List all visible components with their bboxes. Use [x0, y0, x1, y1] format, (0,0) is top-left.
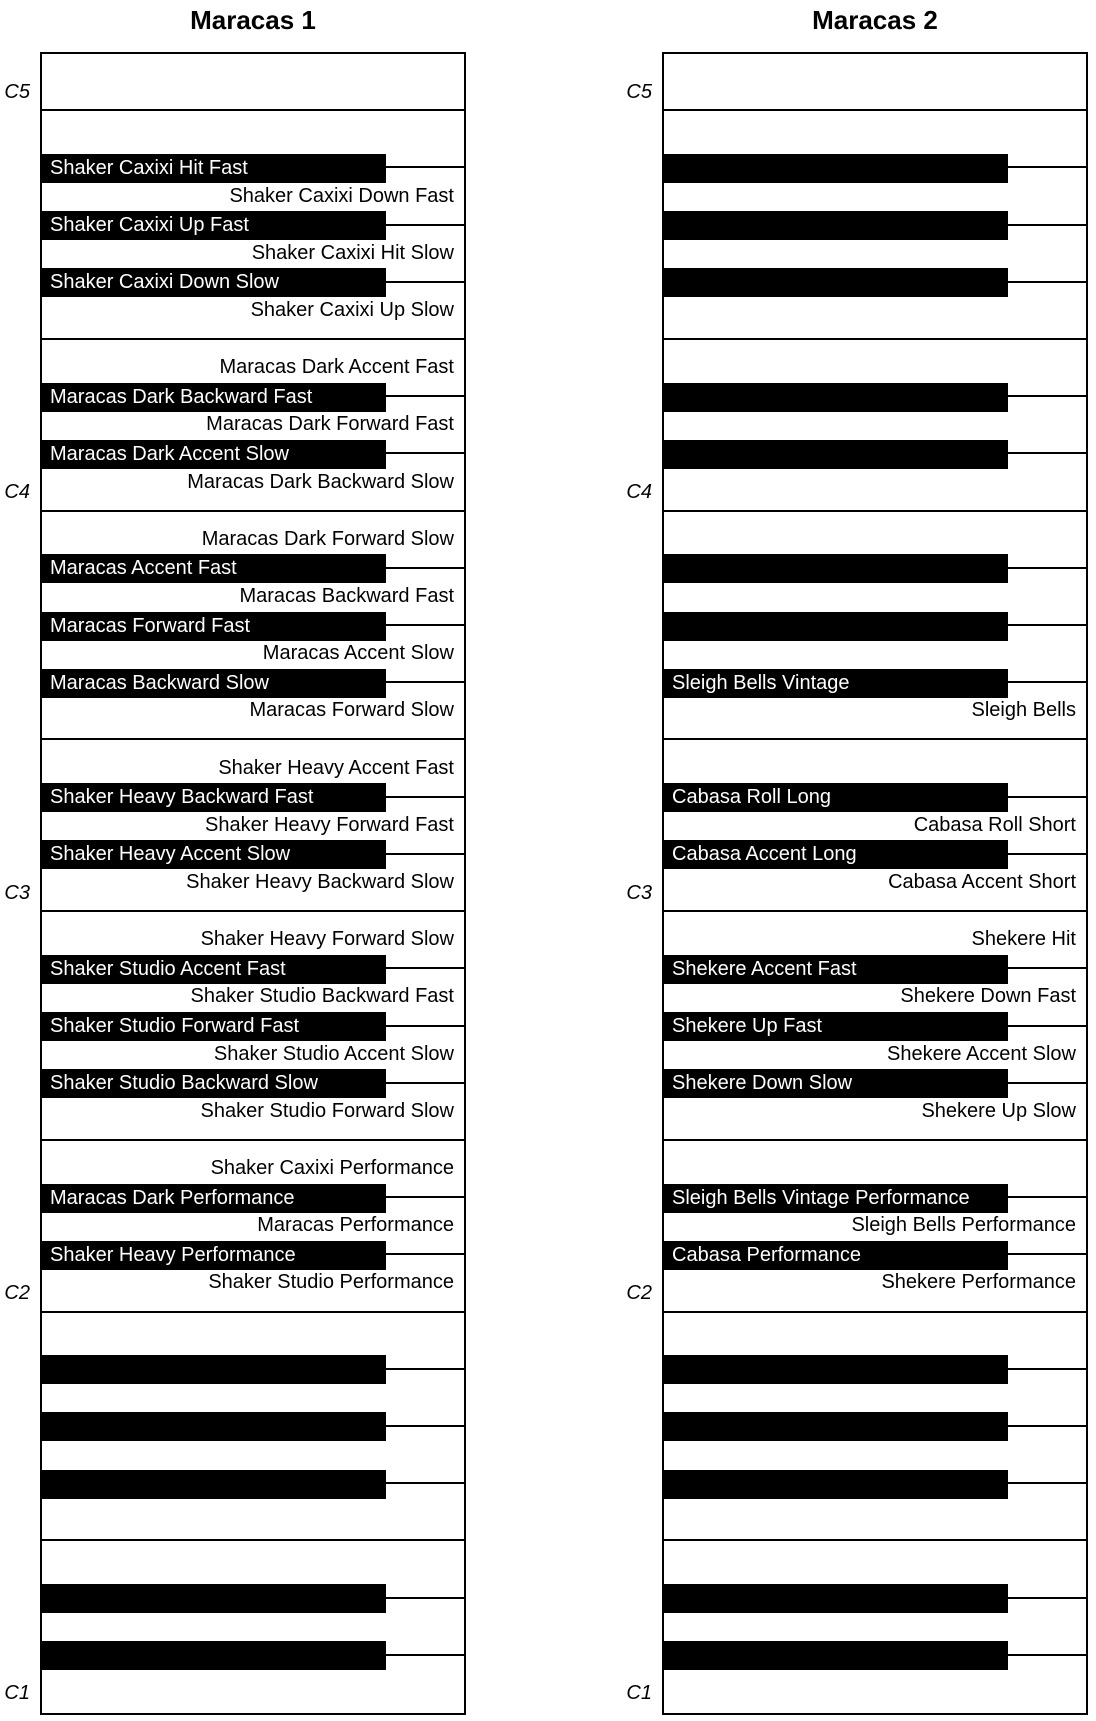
- octave-label-C3: C3: [626, 881, 652, 904]
- octave-label-C5: C5: [626, 80, 652, 103]
- black-key-label-Bb4: Shaker Caxixi Hit Fast: [50, 156, 248, 179]
- black-key-Bb4: [664, 154, 1008, 183]
- black-key-label-Db2: Shaker Heavy Performance: [50, 1243, 296, 1266]
- white-key-label-D3: Shaker Heavy Forward Fast: [205, 813, 454, 836]
- white-key-label-F3: Sleigh Bells: [971, 699, 1076, 722]
- black-key-label-Bb2: Shaker Studio Accent Fast: [50, 957, 286, 980]
- black-key-Gb2: [664, 1069, 1008, 1098]
- white-key-label-C3: Cabasa Accent Short: [888, 870, 1076, 893]
- keyboard-title: Maracas 1: [190, 5, 316, 35]
- octave-label-C3: C3: [4, 881, 30, 904]
- black-key-label-Bb3: Maracas Accent Fast: [50, 557, 237, 580]
- white-key-label-F2: Shaker Studio Forward Slow: [200, 1099, 454, 1122]
- black-key-Eb3: [664, 783, 1008, 812]
- white-key-label-A3: Maracas Backward Fast: [239, 584, 454, 607]
- black-key-label-Ab2: Shekere Up Fast: [672, 1015, 823, 1038]
- black-key-Db1: [42, 1641, 386, 1670]
- white-key-label-G2: Shekere Accent Slow: [887, 1042, 1076, 1065]
- black-key-label-Gb3: Sleigh Bells Vintage: [672, 671, 850, 694]
- white-key-label-F3: Maracas Forward Slow: [249, 699, 454, 722]
- black-key-Eb1: [664, 1584, 1008, 1613]
- white-key-label-G4: Shaker Caxixi Hit Slow: [251, 241, 454, 264]
- octave-label-C2: C2: [4, 1281, 30, 1304]
- white-key-label-A4: Shaker Caxixi Down Fast: [229, 184, 454, 207]
- white-key-label-E4: Maracas Dark Accent Fast: [219, 356, 454, 379]
- black-key-label-Gb3: Maracas Backward Slow: [50, 671, 269, 694]
- white-key-label-F2: Shekere Up Slow: [921, 1099, 1076, 1122]
- white-key-label-C2: Shekere Performance: [881, 1271, 1076, 1294]
- white-key-label-E3: Shaker Heavy Accent Fast: [218, 756, 454, 779]
- white-key-label-D4: Maracas Dark Forward Fast: [206, 413, 454, 436]
- black-key-Eb2: [664, 1184, 1008, 1213]
- black-key-Bb1: [664, 1355, 1008, 1384]
- black-key-label-Eb3: Cabasa Roll Long: [672, 786, 831, 809]
- black-key-Eb1: [42, 1584, 386, 1613]
- keyboard-maracas-1: [40, 52, 466, 1715]
- white-key-label-F4: Shaker Caxixi Up Slow: [250, 298, 454, 321]
- black-key-Bb2: [664, 955, 1008, 984]
- black-key-label-Db4: Maracas Dark Accent Slow: [50, 442, 289, 465]
- octave-label-C4: C4: [4, 481, 30, 504]
- black-key-Ab3: [42, 612, 386, 641]
- black-key-Db3: [664, 840, 1008, 869]
- black-key-Ab1: [664, 1412, 1008, 1441]
- black-key-Gb4: [42, 268, 386, 297]
- black-key-Ab2: [664, 1012, 1008, 1041]
- white-key-label-B3: Maracas Dark Forward Slow: [201, 527, 454, 550]
- black-key-label-Eb4: Maracas Dark Backward Fast: [50, 385, 313, 408]
- black-key-label-Db3: Shaker Heavy Accent Slow: [50, 843, 291, 866]
- black-key-Bb2: [42, 955, 386, 984]
- black-key-label-Gb2: Shaker Studio Backward Slow: [50, 1072, 318, 1095]
- black-key-label-Ab4: Shaker Caxixi Up Fast: [50, 214, 249, 237]
- black-key-label-Ab3: Maracas Forward Fast: [50, 614, 251, 637]
- black-key-label-Db3: Cabasa Accent Long: [672, 843, 857, 866]
- white-key-label-G3: Maracas Accent Slow: [262, 642, 454, 665]
- black-key-label-Gb2: Shekere Down Slow: [672, 1072, 853, 1095]
- black-key-Db3: [42, 840, 386, 869]
- black-key-label-Db2: Cabasa Performance: [672, 1243, 861, 1266]
- white-key-label-D2: Maracas Performance: [257, 1214, 454, 1237]
- octave-label-C2: C2: [626, 1281, 652, 1304]
- black-key-Eb4: [42, 383, 386, 412]
- black-key-Bb4: [42, 154, 386, 183]
- black-key-label-Bb2: Shekere Accent Fast: [672, 957, 857, 980]
- black-key-Gb1: [42, 1470, 386, 1499]
- black-key-Ab1: [42, 1412, 386, 1441]
- white-key-label-B2: Shekere Hit: [971, 928, 1076, 951]
- keyboard-keys-area: [664, 54, 1086, 1713]
- white-key-label-C3: Shaker Heavy Backward Slow: [186, 870, 454, 893]
- black-key-Gb1: [664, 1470, 1008, 1499]
- white-key-label-D2: Sleigh Bells Performance: [851, 1214, 1076, 1237]
- black-key-Bb3: [664, 554, 1008, 583]
- white-key-label-A2: Shekere Down Fast: [900, 985, 1076, 1008]
- black-key-Bb3: [42, 554, 386, 583]
- white-key-label-D3: Cabasa Roll Short: [913, 813, 1076, 836]
- black-key-Ab2: [42, 1012, 386, 1041]
- black-key-Db2: [664, 1241, 1008, 1270]
- black-key-Ab4: [664, 211, 1008, 240]
- white-key-C5: [664, 54, 1086, 111]
- white-key-label-G2: Shaker Studio Accent Slow: [213, 1042, 454, 1065]
- black-key-Gb2: [42, 1069, 386, 1098]
- white-key-label-C4: Maracas Dark Backward Slow: [187, 470, 454, 493]
- black-key-Db1: [664, 1641, 1008, 1670]
- black-key-Db4: [42, 440, 386, 469]
- white-key-label-C2: Shaker Studio Performance: [208, 1271, 454, 1294]
- black-key-Db2: [42, 1241, 386, 1270]
- black-key-Ab4: [42, 211, 386, 240]
- black-key-Eb3: [42, 783, 386, 812]
- black-key-Gb3: [42, 669, 386, 698]
- black-key-Eb4: [664, 383, 1008, 412]
- keyboard-maracas-2: [662, 52, 1088, 1715]
- black-key-Bb1: [42, 1355, 386, 1384]
- black-key-label-Eb2: Maracas Dark Performance: [50, 1186, 295, 1209]
- black-key-label-Eb3: Shaker Heavy Backward Fast: [50, 786, 314, 809]
- black-key-label-Eb2: Sleigh Bells Vintage Performance: [672, 1186, 970, 1209]
- white-key-label-E2: Shaker Caxixi Performance: [210, 1157, 454, 1180]
- octave-label-C1: C1: [626, 1682, 652, 1705]
- black-key-Db4: [664, 440, 1008, 469]
- white-key-label-A2: Shaker Studio Backward Fast: [190, 985, 454, 1008]
- keyboard-keys-area: [42, 54, 464, 1713]
- black-key-Ab3: [664, 612, 1008, 641]
- black-key-label-Ab2: Shaker Studio Forward Fast: [50, 1015, 299, 1038]
- black-key-Gb3: [664, 669, 1008, 698]
- white-key-C5: [42, 54, 464, 111]
- octave-label-C1: C1: [4, 1682, 30, 1705]
- keyboard-title: Maracas 2: [812, 5, 938, 35]
- black-key-Gb4: [664, 268, 1008, 297]
- white-key-label-B2: Shaker Heavy Forward Slow: [200, 928, 454, 951]
- black-key-label-Gb4: Shaker Caxixi Down Slow: [50, 271, 279, 294]
- octave-label-C5: C5: [4, 80, 30, 103]
- black-key-Eb2: [42, 1184, 386, 1213]
- octave-label-C4: C4: [626, 481, 652, 504]
